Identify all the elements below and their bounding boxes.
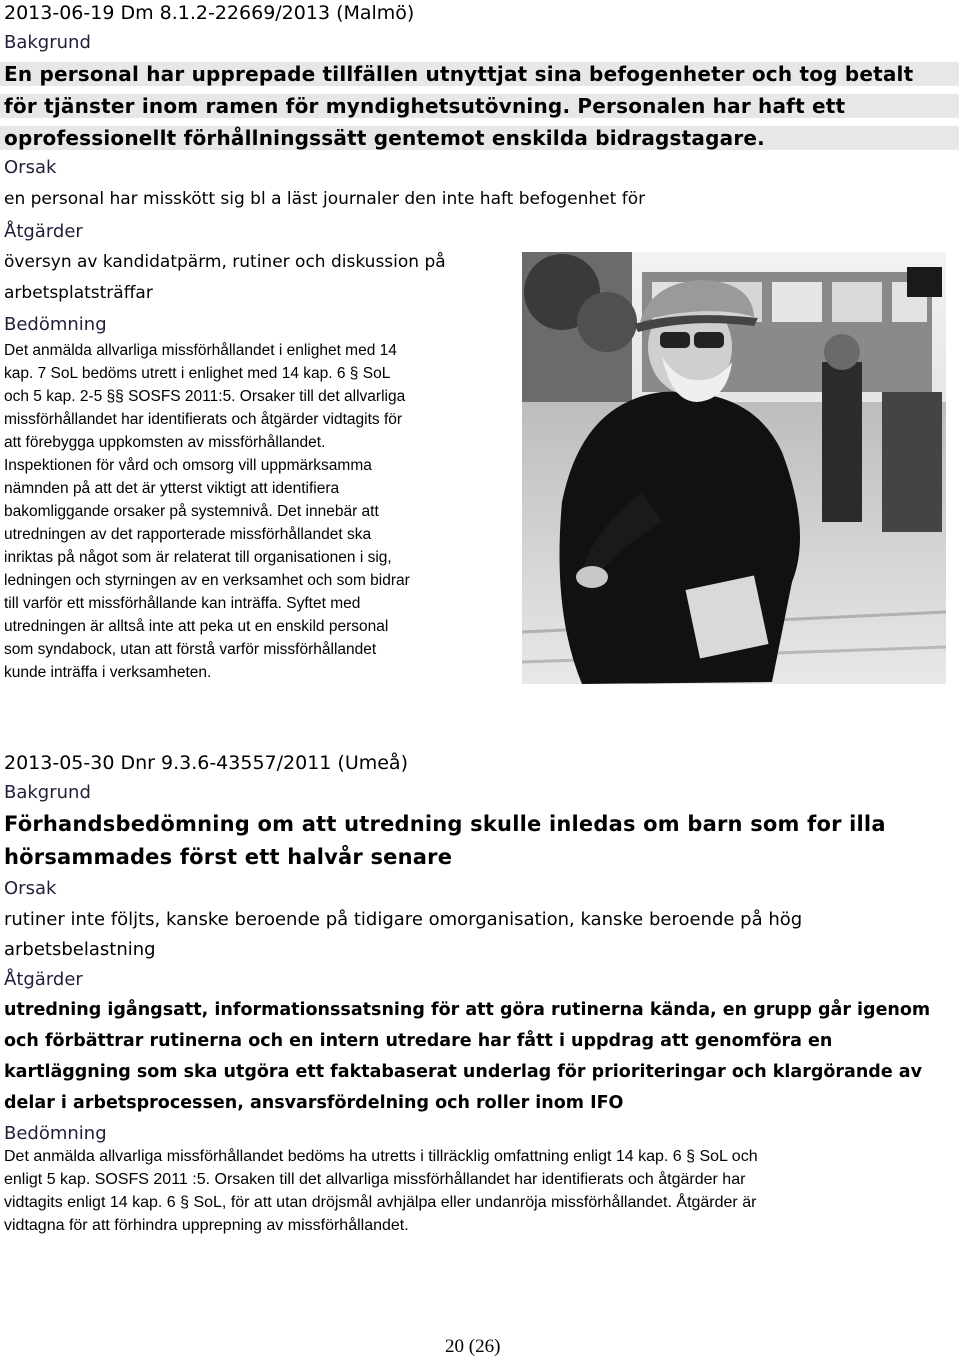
case1-bedomning-block [4,339,410,684]
case1-atgarder-line-1: översyn av kandidatpärm, rutiner och diskussion på [4,252,446,272]
case2-title: 2013-05-30 Dnr 9.3.6-43557/2011 (Umeå) [4,752,408,774]
case1-bedomning-line: utredningen av det rapporterade missförhållandet ska [4,526,372,543]
case1-atgarder-label: Åtgärder [4,221,83,242]
case1-bakgrund-line-3: oprofessionellt förhållningssätt gentemot enskilda bidragstagare. [0,126,959,150]
case1-bedomning-line: Det anmälda allvarliga missförhållandet i enlighet med 14 [4,342,397,359]
case2-bakgrund-label: Bakgrund [4,782,91,803]
case1-bedomning-line: inriktas på något som är relaterat till organisationen i sig, [4,549,392,566]
case2-bedomning-line-3: vidtagits enligt 14 kap. 6 § SoL, för att utan dröjsmål avhjälpa eller undanröja missförhållandet. Åtgärder är [4,1194,757,1211]
case1-bedomning-line: till varför ett missförhållande kan inträffa. Syftet med [4,595,361,612]
case2-orsak-line-2: arbetsbelastning [4,939,156,960]
case1-orsak-label: Orsak [4,157,57,178]
case1-bakgrund-label: Bakgrund [4,32,91,53]
case1-bedomning-line: utredningen är alltså inte att peka ut en enskild personal [4,618,389,635]
case2-bedomning-line-2: enligt 5 kap. SOSFS 2011 :5. Orsaken till det allvarliga missförhållandet har identifierats och åtgärder har [4,1171,746,1188]
case1-bedomning-line: kunde inträffa i verksamheten. [4,664,212,681]
case1-title: 2013-06-19 Dm 8.1.2-22669/2013 (Malmö) [4,2,415,24]
case1-bakgrund-line-1: En personal har upprepade tillfällen utnyttjat sina befogenheter och tog betalt [0,62,959,86]
case2-atgarder-line-2: och förbättrar rutinerna och en intern utredare har fått i uppdrag att genomföra en [4,1031,833,1051]
case1-bedomning-line: att förebygga uppkomsten av missförhållandet. [4,434,326,451]
photo-bystander [822,362,862,522]
case2-atgarder-line-3: kartläggning som ska utgöra ett faktabaserat underlag för prioriteringar och klargörande av [4,1062,923,1082]
page-number: 20 (26) [445,1336,501,1357]
case2-orsak-line-1: rutiner inte följts, kanske beroende på tidigare omorganisation, kanske beroende på hög [4,909,803,930]
case2-bakgrund-line-2: hörsammades först ett halvår senare [4,845,453,869]
case1-bedomning-line: bakomliggande orsaker på systemnivå. Det innebär att [4,503,379,520]
case2-atgarder-line-4: delar i arbetsprocessen, ansvarsfördelning och roller inom IFO [4,1093,624,1113]
case2-bedomning-line-1: Det anmälda allvarliga missförhållandet bedöms ha utretts i tillräcklig omfattning enligt 14 kap. 6 § SoL och [4,1148,758,1165]
case1-orsak-text: en personal har misskött sig bl a läst journaler den inte haft befogenhet för [4,189,646,209]
case2-bedomning-label: Bedömning [4,1123,107,1144]
photo-man-hand [576,566,608,588]
case2-atgarder-line-1: utredning igångsatt, informationssatsning för att göra rutinerna kända, en grupp går igenom [4,1000,931,1020]
case1-bakgrund-line-2: för tjänster inom ramen för myndighetsutövning. Personalen har haft ett [0,94,959,118]
case1-bedomning-line: som syndabock, utan att förstå varför missförhållandet [4,641,377,658]
case2-atgarder-label: Åtgärder [4,969,83,990]
man-in-flat-cap-photo [522,252,946,684]
case1-bedomning-line: ledningen och styrningen av en verksamhet och som bidrar [4,572,410,589]
case2-bakgrund-line-1: Förhandsbedömning om att utredning skulle inledas om barn som for illa [4,812,886,836]
case1-bedomning-line: missförhållandet har identifierats och åtgärder vidtagits för [4,411,403,428]
case1-atgarder-line-2: arbetsplatsträffar [4,283,153,303]
case1-bedomning-label: Bedömning [4,314,107,335]
photo-newspaper [685,575,768,658]
case1-bedomning-line: Inspektionen för vård och omsorg vill uppmärksamma [4,457,372,474]
case2-orsak-label: Orsak [4,878,57,899]
case1-bedomning-line: och 5 kap. 2-5 §§ SOSFS 2011:5. Orsaker till det allvarliga [4,388,406,405]
case1-bedomning-line: nämnden på att det är ytterst viktigt att identifiera [4,480,340,497]
case1-bedomning-line: kap. 7 SoL bedöms utrett i enlighet med 14 kap. 6 § SoL [4,365,391,382]
photo-man-glasses [660,332,690,348]
case2-bedomning-line-4: vidtagna för att förhindra upprepning av missförhållandet. [4,1217,409,1234]
